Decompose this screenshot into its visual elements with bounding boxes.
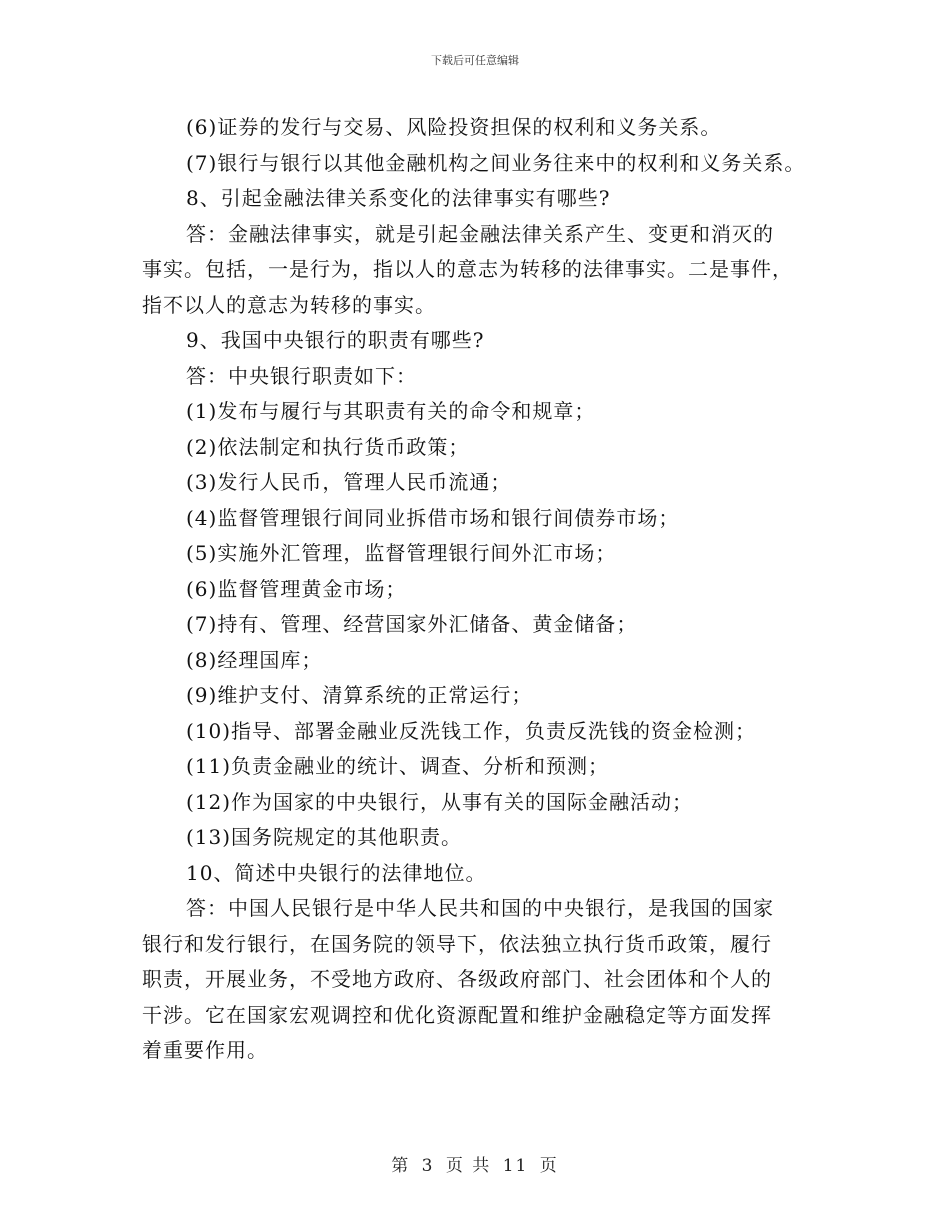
answer-line: 着重要作用。 — [142, 1038, 268, 1062]
question-heading: 9、我国中央银行的职责有哪些? — [186, 328, 485, 352]
page-footer-prefix: 第 — [391, 1156, 411, 1176]
list-item: (11)负责金融业的统计、调查、分析和预测； — [186, 754, 610, 778]
answer-line: 答：金融法律事实，就是引起金融法律关系产生、变更和消灭的 — [186, 221, 774, 246]
answer-line: 答：中国人民银行是中华人民共和国的中央银行，是我国的国家 — [186, 896, 774, 920]
answer-line: 事实。包括，一是行为，指以人的意志为转移的法律事实。二是事件， — [142, 257, 793, 281]
paragraph-line: (6)证券的发行与交易、风险投资担保的权利和义务关系。 — [186, 115, 722, 139]
list-item: (6)监督管理黄金市场； — [186, 576, 407, 601]
answer-line: 干涉。它在国家宏观调控和优化资源配置和维护金融稳定等方面发挥 — [142, 1002, 772, 1027]
document-body — [142, 110, 822, 1069]
list-item: (8)经理国库； — [186, 647, 323, 672]
list-item: (13)国务院规定的其他职责。 — [186, 825, 463, 849]
paragraph-line: (7)银行与银行以其他金融机构之间业务往来中的权利和义务关系。 — [186, 150, 806, 175]
answer-line: 答：中央银行职责如下： — [186, 363, 417, 388]
question-heading: 10、简述中央银行的法律地位。 — [186, 860, 487, 885]
list-item: (3)发行人民币，管理人民币流通； — [186, 470, 512, 494]
list-item: (9)维护支付、清算系统的正常运行； — [186, 683, 533, 707]
list-item: (2)依法制定和执行货币政策； — [186, 434, 470, 459]
page-header: 下载后可任意编辑 — [431, 54, 519, 67]
question-heading: 8、引起金融法律关系变化的法律事实有哪些? — [186, 186, 611, 210]
page-footer-suffix: 页 — [539, 1156, 559, 1176]
answer-line: 银行和发行银行，在国务院的领导下，依法独立执行货币政策，履行 — [142, 931, 772, 956]
list-item: (5)实施外汇管理，监督管理银行间外汇市场； — [186, 541, 617, 565]
list-item: (10)指导、部署金融业反洗钱工作，负责反洗钱的资金检测； — [186, 718, 757, 743]
page-footer-middle: 页 共 — [445, 1156, 492, 1176]
list-item: (1)发布与履行与其职责有关的命令和规章； — [186, 399, 596, 423]
page-footer — [0, 1156, 950, 1176]
answer-line: 指不以人的意志为转移的事实。 — [142, 292, 436, 317]
list-item: (12)作为国家的中央银行，从事有关的国际金融活动； — [186, 789, 694, 814]
list-item: (7)持有、管理、经营国家外汇储备、黄金储备； — [186, 612, 638, 636]
current-page-number: 3 — [421, 1156, 435, 1176]
list-item: (4)监督管理银行间同业拆借市场和银行间债券市场； — [186, 505, 680, 530]
total-pages-number: 11 — [502, 1156, 529, 1176]
answer-line: 职责，开展业务，不受地方政府、各级政府部门、社会团体和个人的 — [142, 967, 772, 991]
